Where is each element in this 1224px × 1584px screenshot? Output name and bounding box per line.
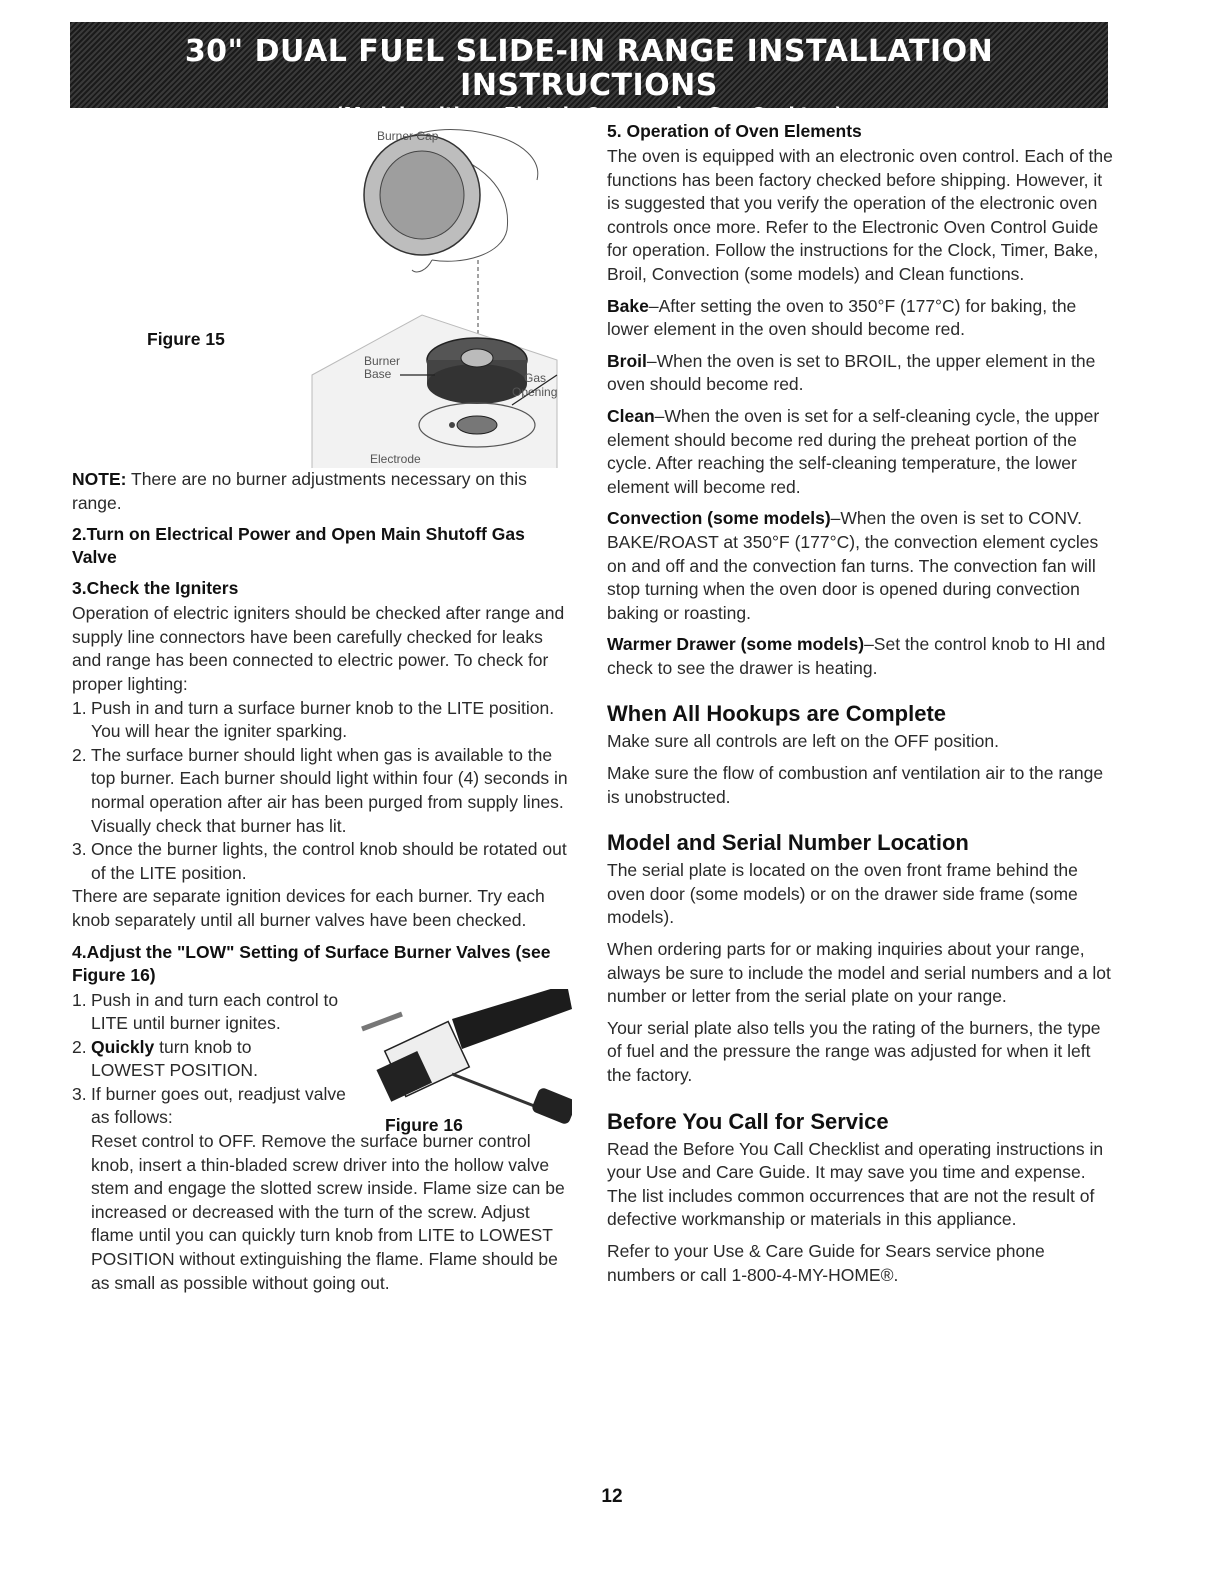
bake-text: –After setting the oven to 350°F (177°C) for baking, the lower element in the oven should become red. (607, 295, 1077, 340)
warmer-label: Warmer Drawer (some models) (607, 634, 865, 655)
service-p2: Refer to your Use & Care Guide for Sears service phone numbers or call 1-800-4-MY-HOME®. (607, 1240, 1045, 1285)
broil-text: –When the oven is set to BROIL, the upper element in the oven should become red. (607, 350, 1096, 395)
figure-15-label: Figure 15 (147, 329, 225, 349)
hookups-p2: Make sure the flow of combustion anf ventilation air to the range is unobstructed. (607, 763, 1104, 807)
list-item-number: 3. (72, 1083, 87, 1104)
step5-heading: 5. Operation of Oven Elements (607, 121, 862, 141)
model-p1: The serial plate is located on the oven front frame behind the oven door (some models) or on the drawer side frame (some models). (607, 860, 1078, 928)
step3-heading: 3.Check the Igniters (72, 578, 239, 599)
note-paragraph (72, 468, 572, 515)
list-item-number: 1. (72, 989, 87, 1010)
step3-list (72, 697, 572, 886)
figure-16-block (72, 989, 572, 1135)
gas-opening-label-line1: Gas (524, 371, 547, 385)
left-column (72, 120, 572, 1303)
step4-heading: 4.Adjust the "LOW" Setting of Surface Burner Valves (see Figure 16) (72, 941, 551, 985)
convection-paragraph (607, 507, 1117, 625)
list-item (72, 744, 572, 838)
list-item-number: 2. (72, 1036, 87, 1057)
list-item-text: Push in and turn each control to LITE until burner ignites. (91, 989, 339, 1034)
list-item-text: The surface burner should light when gas is available to the top burner. Each burner should light within four (4) seconds in normal operation after air has been purged from supply lines. Visually check that burner has lit. (91, 744, 568, 836)
model-p3: Your serial plate also tells you the rating of the burners, the type of fuel and the pressure the range was adjusted for when it left the factory. (607, 1017, 1101, 1085)
hookups-heading: When All Hookups are Complete (607, 701, 947, 727)
bake-label: Bake (607, 295, 649, 316)
warmer-paragraph (607, 633, 1117, 680)
electrode-label: Electrode (370, 452, 421, 466)
bake-paragraph (607, 295, 1117, 342)
burner-base-label-line1: Burner (364, 354, 401, 368)
list-item-number: 2. (72, 744, 87, 765)
service-heading: Before You Call for Service (607, 1108, 889, 1134)
list-item-text: Once the burner lights, the control knob should be rotated out of the LITE position. (91, 839, 567, 883)
list-item-number: 3. (72, 839, 87, 860)
step3-outro: There are separate ignition devices for each burner. Try each knob separately until all burner valves have been checked. (72, 886, 545, 930)
list-item (72, 697, 572, 744)
clean-text: –When the oven is set for a self-cleaning cycle, the upper element should become red during the preheat portion of the cycle. After reaching the self-cleaning temperature, the lower element will become red. (607, 405, 1100, 497)
burner-base-label-line2: Base (364, 367, 392, 381)
list-item-number: 1. (72, 697, 87, 718)
note-text: There are no burner adjustments necessary on this range. (72, 469, 527, 513)
header-banner (70, 22, 1108, 125)
figure-15 (72, 120, 572, 468)
list-item-text: If burner goes out, readjust valve as follows: (91, 1083, 346, 1128)
right-column (607, 120, 1117, 1295)
page-subtitle: (Models with an Electric Oven and a Gas Cooktop) (335, 104, 843, 125)
gas-opening-label-line2: Opening (512, 385, 558, 399)
step4-reset-instructions: Reset control to OFF. Remove the surface burner control knob, insert a thin-bladed screw driver into the hollow valve stem and engage the slotted screw inside. Flame size can be increased or decreased with the turn of the screw. Adjust flame until you can quickly turn knob from LITE to LOWEST POSITION without extinguishing the flame. Flame should be as small as possible without going out. (91, 1131, 565, 1293)
quickly-emphasis: Quickly (91, 1036, 155, 1057)
burner-assembly-illustration (252, 120, 562, 468)
hookups-p1: Make sure all controls are left on the OFF position. (607, 731, 999, 752)
convection-text: –When the oven is set to CONV. BAKE/ROAST at 350°F (177°C), the convection element cycles on and off and the convection fan turns. The convection fan will stop turning when the oven door is opened during convection baking or roasting. (607, 508, 1099, 623)
list-item-text: Push in and turn a surface burner knob to the LITE position. You will hear the igniter sparking. (91, 697, 555, 742)
list-item (72, 838, 572, 885)
step2-heading: 2.Turn on Electrical Power and Open Main Shutoff Gas Valve (72, 524, 525, 568)
note-label: NOTE: (72, 469, 127, 489)
warmer-text: –Set the control knob to HI and check to see the drawer is heating. (607, 634, 1106, 678)
step3-intro: Operation of electric igniters should be checked after range and supply line connectors have been carefully checked for leaks and range has been connected to electric power. To check for proper lighting: (72, 603, 565, 694)
list-item (72, 1083, 361, 1130)
page-title: 30" DUAL FUEL SLIDE-IN RANGE INSTALLATION INSTRUCTIONS (184, 34, 994, 103)
list-item (72, 989, 361, 1036)
model-serial-heading: Model and Serial Number Location (607, 830, 969, 856)
burner-cap-label: Burner Cap (377, 129, 439, 143)
figure-16-label: Figure 16 (385, 1114, 463, 1135)
valve-screwdriver-illustration (342, 989, 572, 1129)
page-number: 12 (601, 1486, 623, 1507)
list-item-text: turn knob to LOWEST POSITION. (91, 1036, 258, 1081)
clean-label: Clean (607, 405, 655, 426)
broil-label: Broil (607, 350, 647, 371)
step5-text: The oven is equipped with an electronic oven control. Each of the functions has been factory checked before shipping. However, it is suggested that you verify the operation of the electronic oven controls once more. Refer to the Electronic Oven Control Guide for operation. Follow the instructions for the Clock, Timer, Bake, Broil, Convection (some models) and Clean functions. (607, 146, 1113, 284)
convection-label: Convection (some models) (607, 508, 831, 529)
service-p1: Read the Before You Call Checklist and operating instructions in your Use and Care Guide. It may save you time and expense. The list includes common occurrences that are not the result of defective workmanship or materials in this appliance. (607, 1138, 1104, 1230)
broil-paragraph (607, 350, 1117, 397)
clean-paragraph (607, 405, 1117, 499)
list-item (72, 1036, 291, 1083)
model-p2: When ordering parts for or making inquiries about your range, always be sure to include the model and serial numbers and a lot number or letter from the serial plate on your range. (607, 939, 1111, 1007)
